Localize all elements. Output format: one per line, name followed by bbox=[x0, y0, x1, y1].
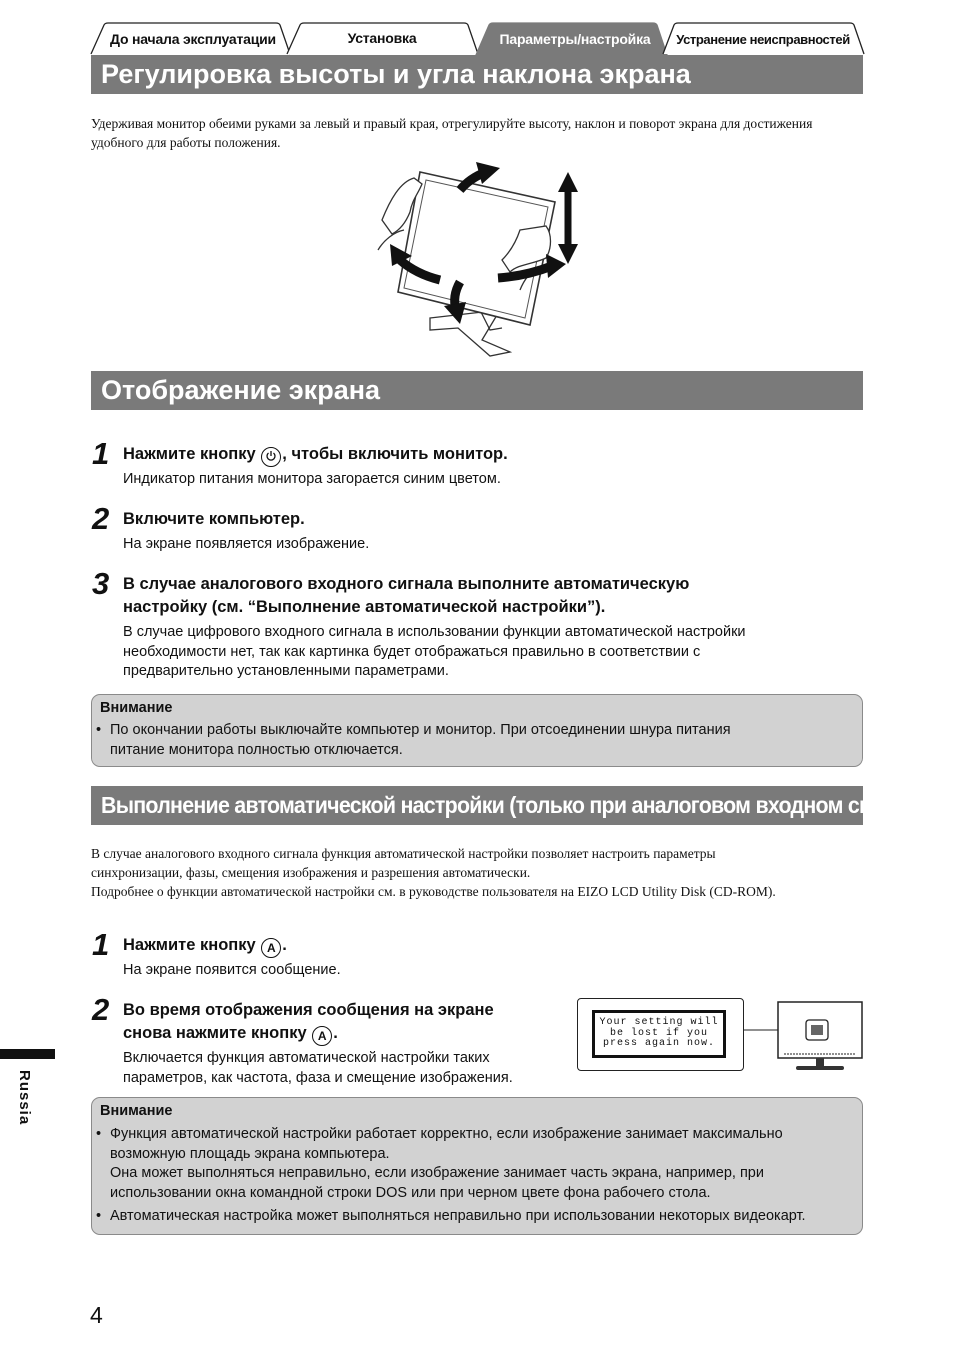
nav-tabs bbox=[90, 22, 864, 55]
step-title-line: настройку (см. “Выполнение автоматической настройки”). bbox=[123, 598, 606, 616]
step-title-text: . bbox=[282, 936, 287, 954]
tab-settings[interactable] bbox=[475, 22, 667, 55]
message-line: be lost if you bbox=[609, 1027, 708, 1039]
tab-installation[interactable] bbox=[286, 22, 478, 55]
step-number: 2 bbox=[92, 992, 110, 1027]
step-description bbox=[123, 1049, 513, 1088]
section-heading: Отображение экрана bbox=[101, 375, 381, 405]
message-screen bbox=[592, 1010, 726, 1058]
step-title: Включите компьютер. bbox=[123, 510, 305, 528]
step-number: 1 bbox=[92, 927, 110, 962]
tab-troubleshooting[interactable] bbox=[662, 22, 864, 55]
language-marker-bar bbox=[0, 1049, 55, 1059]
step-title-text: снова нажмите кнопку bbox=[123, 1024, 307, 1042]
step-title-text: , чтобы включить монитор. bbox=[282, 445, 508, 463]
page-number: 4 bbox=[90, 1302, 103, 1328]
step-desc-line: Включается функция автоматической настройки таких bbox=[123, 1050, 490, 1066]
section-title-display bbox=[91, 371, 863, 410]
notice-line: использовании окна командной строки DOS или при черном цвете фона рабочего стола. bbox=[110, 1184, 711, 1201]
power-glyph bbox=[265, 450, 277, 462]
a-button-icon: A bbox=[312, 1026, 332, 1046]
step-title-text: Нажмите кнопку bbox=[123, 445, 256, 463]
notice-item bbox=[110, 1125, 855, 1203]
step-number: 3 bbox=[92, 566, 110, 601]
step-title-line: В случае аналогового входного сигнала выполните автоматическую bbox=[123, 575, 690, 593]
step-desc-line: предварительно установленными параметрами. bbox=[123, 663, 449, 679]
section-title-height-tilt bbox=[91, 55, 863, 94]
notice-line: питание монитора полностью отключается. bbox=[110, 741, 403, 758]
small-monitor-icon bbox=[744, 998, 866, 1074]
notice-item bbox=[110, 721, 855, 760]
notice-line: Она может выполняться неправильно, если изображение занимает часть экрана, например, при bbox=[110, 1165, 764, 1181]
step-title bbox=[123, 999, 494, 1046]
notice-box bbox=[91, 1097, 863, 1235]
monitor-adjustment-illustration bbox=[370, 160, 590, 360]
intro-line: синхронизации, фазы, смещения изображения и разрешения автоматически. bbox=[91, 865, 531, 880]
section-heading: Регулировка высоты и угла наклона экрана bbox=[101, 59, 691, 89]
tab-label: До начала эксплуатации bbox=[110, 31, 276, 47]
bullet: • bbox=[96, 1126, 102, 1142]
bullet: • bbox=[96, 722, 102, 738]
step-desc-line: необходимости нет, так как картинка будет отображаться правильно в соответствии с bbox=[123, 643, 701, 660]
section1-intro: Удерживая монитор обеими руками за левый и правый края, отрегулируйте высоту, наклон и поворот экрана для достижения удобного для работы положения. bbox=[91, 116, 813, 150]
bullet: • bbox=[96, 1208, 102, 1224]
power-icon bbox=[261, 447, 281, 467]
section3-intro bbox=[91, 844, 866, 901]
step-title bbox=[123, 934, 287, 958]
intro-line: Подробнее о функции автоматической настройки см. в руководстве пользователя на EIZO LCD Utility Disk (CD-ROM). bbox=[91, 884, 776, 899]
section-title-auto-adjust bbox=[91, 786, 934, 825]
message-line: press again now. bbox=[602, 1038, 715, 1049]
notice-item: Автоматическая настройка может выполняться неправильно при использовании некоторых видеокарт. bbox=[110, 1208, 806, 1224]
message-callout bbox=[577, 998, 744, 1071]
notice-line: Функция автоматической настройки работает корректно, если изображение занимает максимально bbox=[110, 1126, 783, 1142]
step-title-text: . bbox=[333, 1024, 338, 1042]
tab-label: Параметры/настройка bbox=[499, 31, 651, 47]
tab-label: Установка bbox=[347, 30, 417, 46]
step-number: 1 bbox=[92, 436, 110, 471]
notice-box bbox=[91, 694, 863, 767]
step-description: На экране появляется изображение. bbox=[123, 536, 370, 552]
step-title bbox=[123, 443, 508, 467]
step-description: На экране появится сообщение. bbox=[123, 962, 341, 978]
intro-line: В случае аналогового входного сигнала функция автоматической настройки позволяет настроить параметры bbox=[91, 846, 716, 861]
notice-line: возможную площадь экрана компьютера. bbox=[110, 1145, 390, 1162]
step-title-line bbox=[123, 1022, 494, 1046]
step-desc-line: параметров, как частота, фаза и смещение изображения. bbox=[123, 1069, 513, 1086]
notice-title: Внимание bbox=[100, 1103, 173, 1119]
step-description bbox=[123, 623, 746, 682]
tab-getting-started[interactable] bbox=[90, 22, 290, 55]
step-number: 2 bbox=[92, 501, 110, 536]
message-line: Your setting will bbox=[599, 1017, 719, 1028]
a-button-icon: A bbox=[261, 938, 281, 958]
notice-line: По окончании работы выключайте компьютер и монитор. При отсоединении шнура питания bbox=[110, 722, 731, 738]
language-label: Russia bbox=[16, 1070, 33, 1126]
step-title-text: Нажмите кнопку bbox=[123, 936, 256, 954]
step-title bbox=[123, 573, 689, 619]
section-heading: Выполнение автоматической настройки (только при аналоговом входном сигнале) bbox=[101, 792, 934, 818]
tab-label: Устранение неисправностей bbox=[676, 32, 850, 47]
step-desc-line: В случае цифрового входного сигнала в использовании функции автоматической настройки bbox=[123, 624, 746, 640]
notice-title: Внимание bbox=[100, 700, 173, 716]
step-description: Индикатор питания монитора загорается синим цветом. bbox=[123, 471, 501, 487]
step-title-line: Во время отображения сообщения на экране bbox=[123, 1001, 494, 1019]
